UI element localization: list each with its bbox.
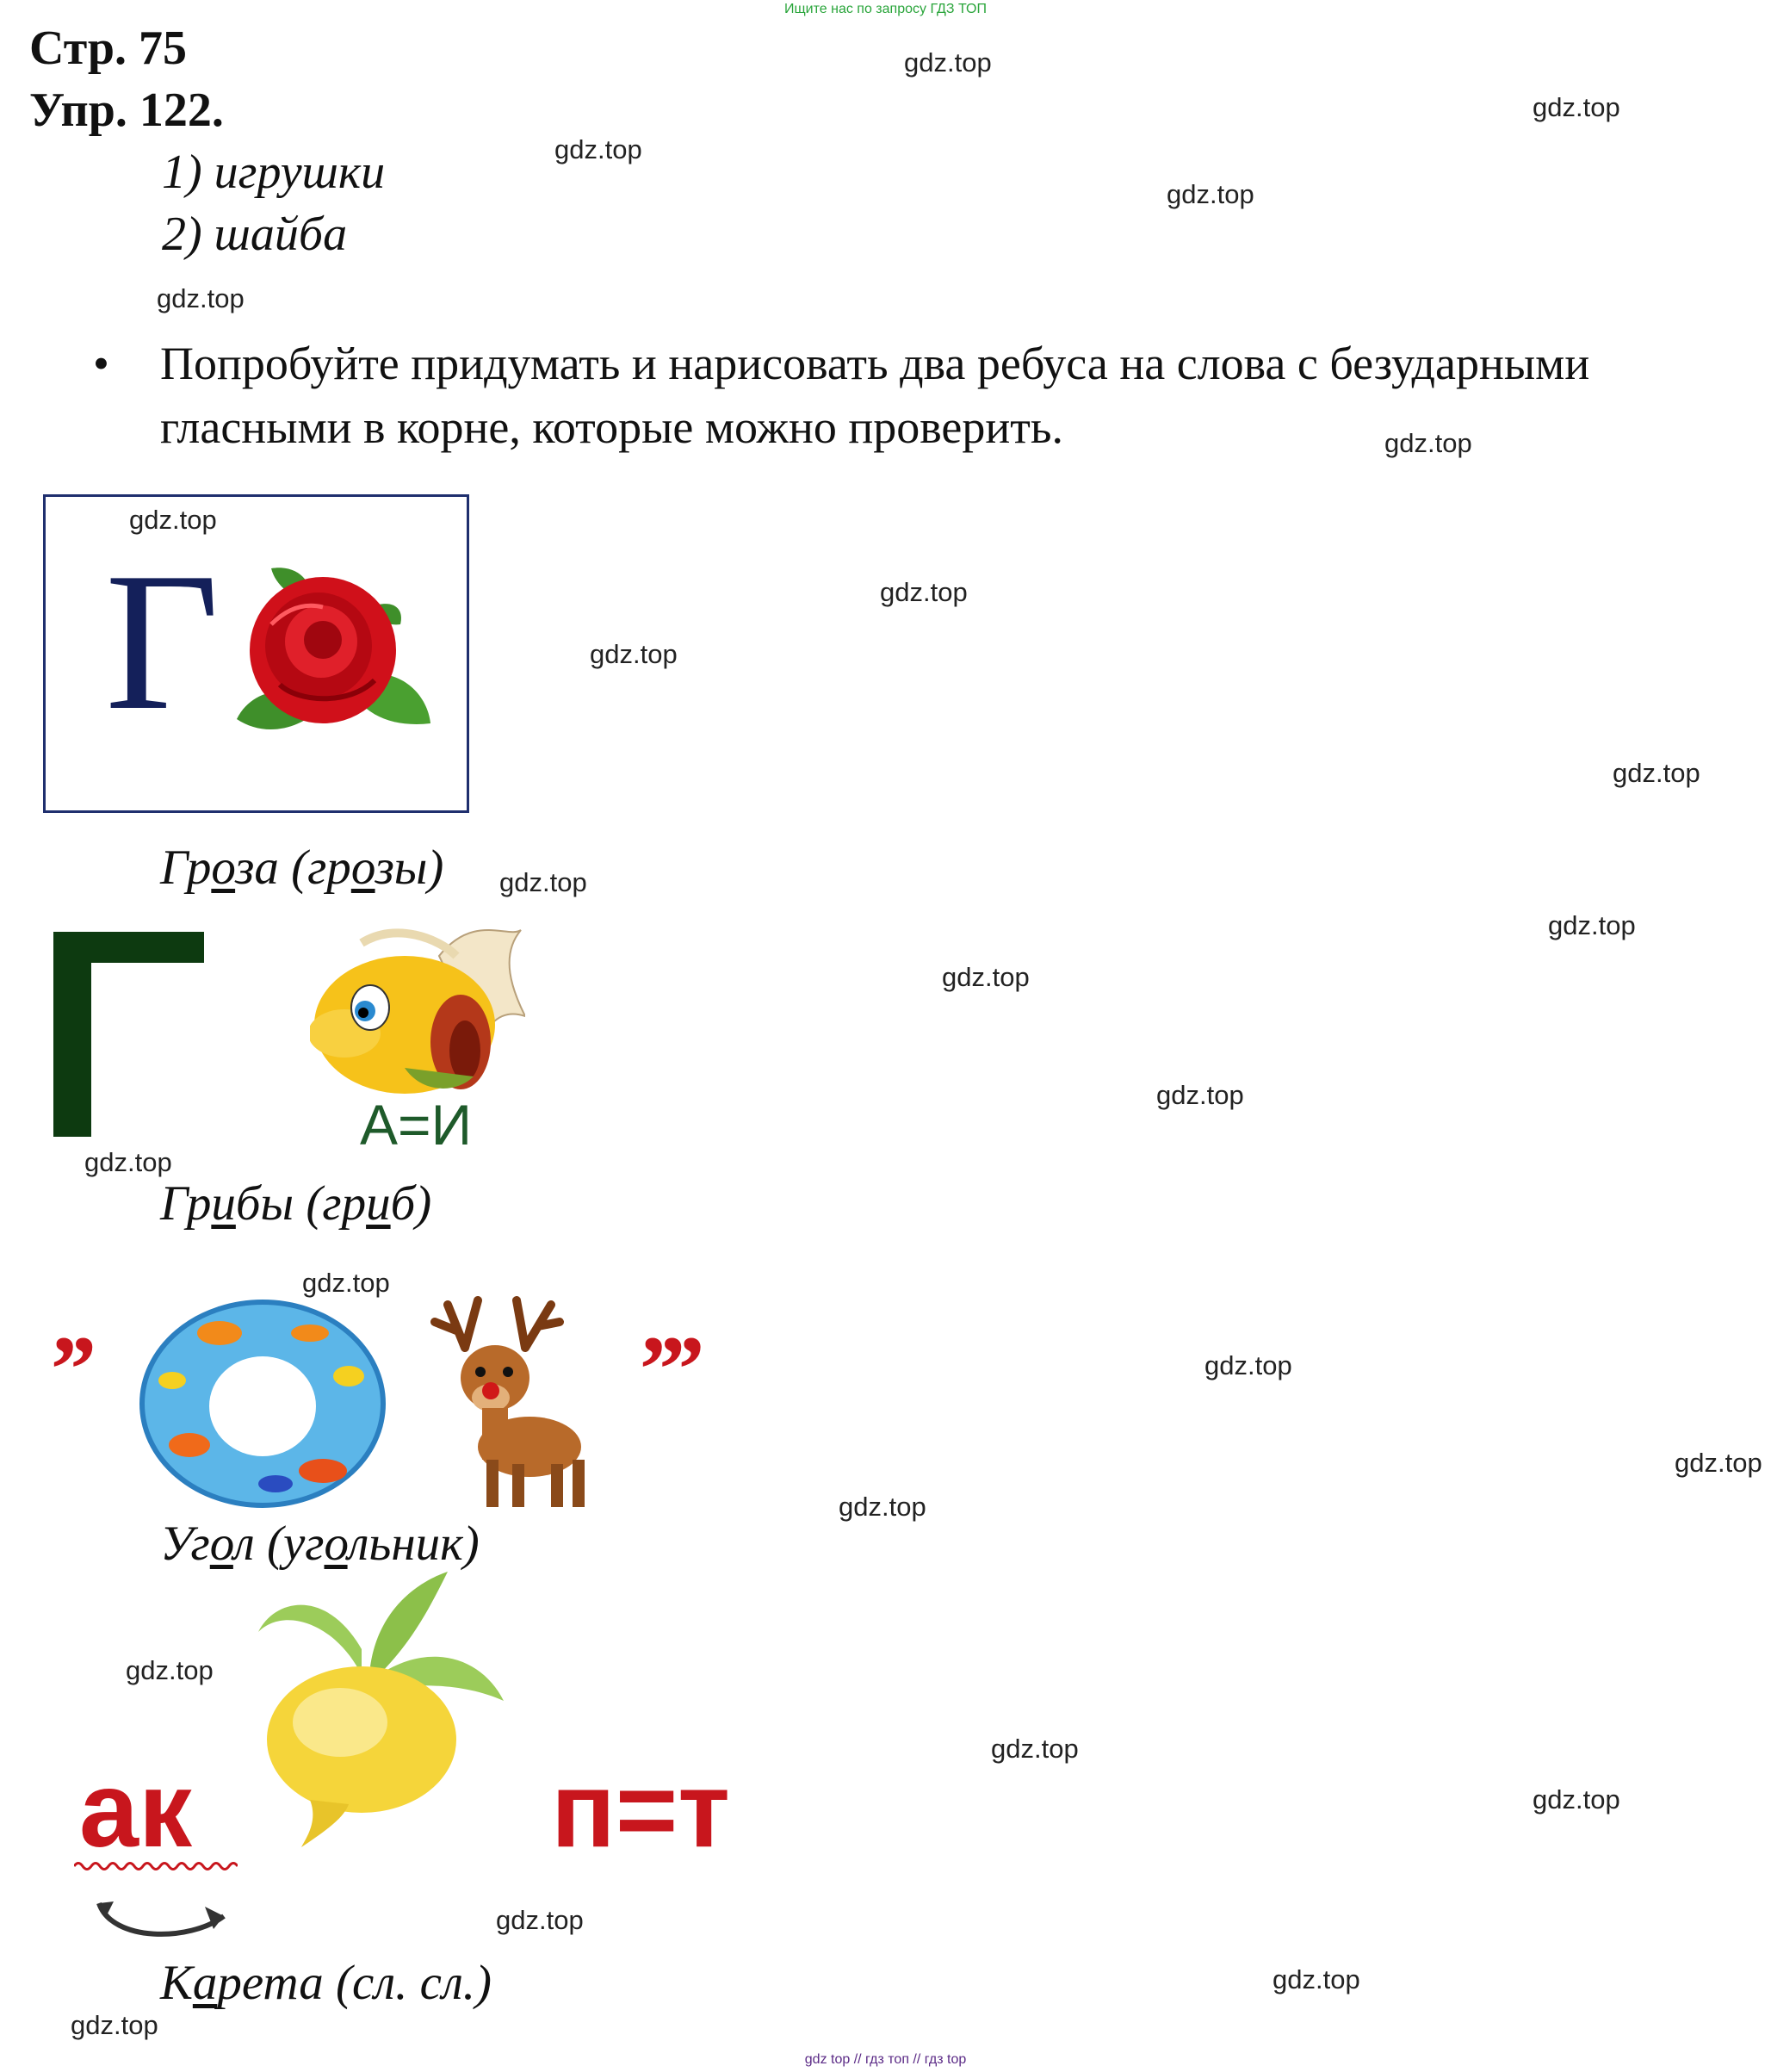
wavy-underline [74,1860,238,1872]
rebus-3-answer: Угол (угольник) [160,1517,480,1571]
watermark: gdz.top [84,1147,172,1177]
watermark: gdz.top [129,505,217,535]
task-text [93,332,1731,459]
watermark: gdz.top [1384,428,1472,458]
task-sentence: Попробуйте придумать и нарисовать два ребуса на слова с безударными гласными в корне, которые можно проверить. [160,338,1590,453]
watermark: gdz.top [991,1734,1079,1764]
watermark: gdz.top [1273,1964,1360,1994]
page-reference: Стр. 75 [29,22,188,75]
bottom-banner: gdz top // гдз топ // гдз top [804,2052,967,2067]
answer-2: 2) шайба [162,208,348,261]
watermark: gdz.top [942,962,1030,992]
watermark: gdz.top [1167,179,1254,209]
rose-image [220,555,435,745]
watermark: gdz.top [499,867,587,897]
bullet: • [93,338,109,389]
watermark: gdz.top [1204,1350,1292,1380]
deer-image [430,1296,598,1511]
watermark: gdz.top [1156,1080,1244,1110]
fish-image [310,921,525,1102]
watermark: gdz.top [1613,758,1700,788]
watermark: gdz.top [554,134,642,164]
rebus-3-commas-right: ’’’ [637,1317,703,1422]
watermark: gdz.top [71,2010,158,2040]
top-banner: Ищите нас по запросу ГДЗ ТОП [784,2,987,16]
watermark: gdz.top [1548,910,1636,940]
watermark: gdz.top [302,1268,390,1298]
rebus-2-letter-g [53,932,208,1138]
rebus-4-letters: ак [79,1751,193,1870]
watermark: gdz.top [904,47,992,78]
watermark: gdz.top [496,1905,584,1935]
watermark: gdz.top [126,1655,214,1685]
turnip-image [250,1572,508,1847]
rebus-2-equation: А=И [360,1093,473,1157]
rebus-3-commas-left: ’’ [48,1317,95,1422]
watermark: gdz.top [590,639,678,669]
watermark: gdz.top [1533,1784,1620,1815]
watermark: gdz.top [1533,92,1620,122]
rebus-4-answer: Карета (сл. сл.) [160,1956,492,2010]
answer-1: 1) игрушки [162,146,386,199]
swim-ring-image [138,1299,387,1510]
watermark: gdz.top [1675,1448,1762,1478]
swap-arrow-icon [95,1895,232,1946]
rebus-1-letter: Г [105,531,220,751]
watermark: gdz.top [880,577,968,607]
rebus-4-equation: п=т [551,1751,731,1870]
watermark: gdz.top [157,283,245,313]
exercise-number: Упр. 122. [29,84,224,137]
rebus-2-answer: Грибы (гриб) [160,1176,432,1231]
watermark: gdz.top [839,1492,926,1522]
rebus-1-answer: Гроза (грозы) [160,841,444,895]
